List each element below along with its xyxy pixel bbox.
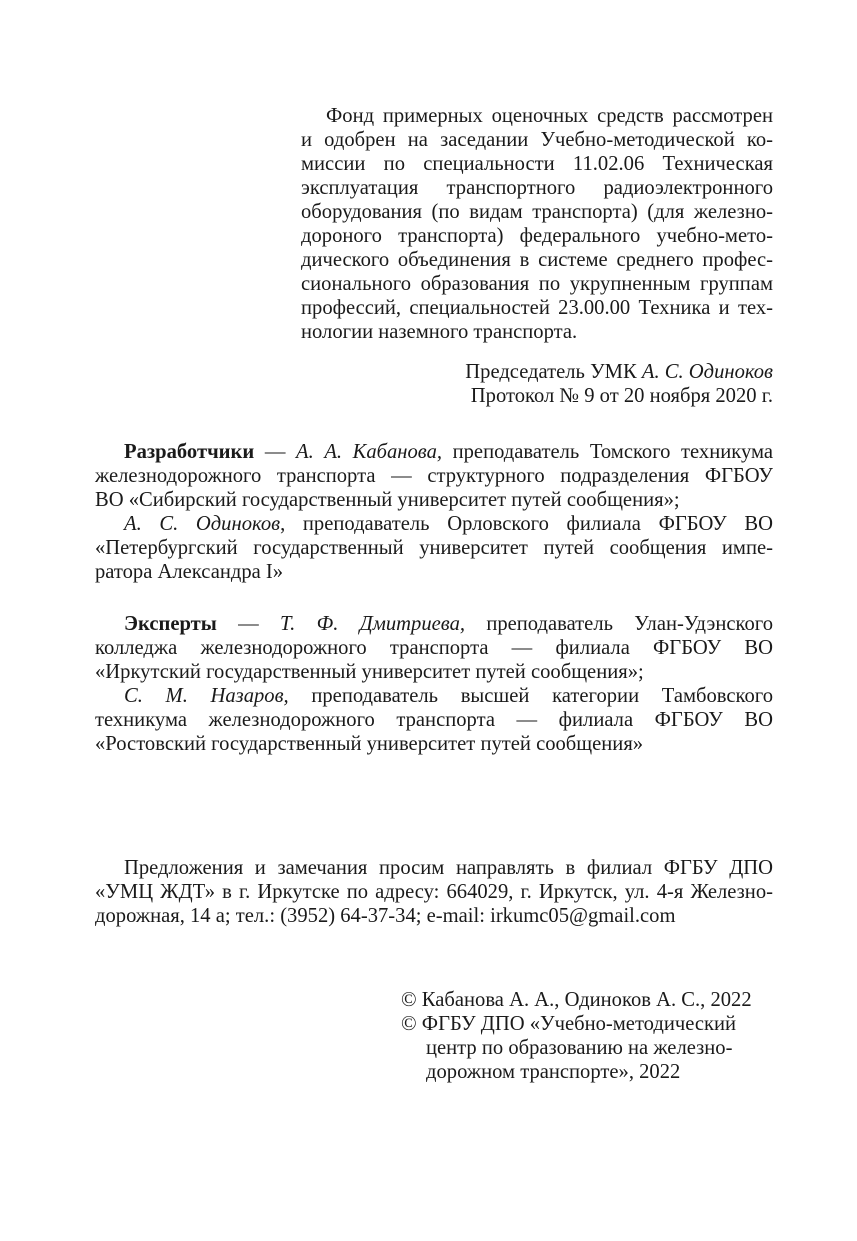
approval-line: дического объединения в системе среднего профес- [301,249,773,271]
approval-line: и одобрен на заседании Учебно-методической ко- [301,129,773,151]
copyright-line: центр по образованию на железно- [426,1037,733,1059]
experts-line: «Иркутский государственный университет путей сообщения»; [95,661,644,683]
approval-line: оборудования (по видам транспорта) (для железно- [301,201,773,223]
contacts-line: дорожная, 14 а; тел.: (3952) 64-37-34; e-mail: irkumc05@gmail.com [95,905,676,927]
protocol-line: Протокол № 9 от 20 ноября 2020 г. [470,385,773,407]
experts-line [124,612,773,636]
expert-info: преподаватель Улан-Удэнского [465,613,774,635]
expert-name: Т. Ф. Дмитриева, [280,613,466,635]
approval-line: дороного транспорта) федерального учебно-мето- [301,225,773,247]
experts-heading: Эксперты [124,613,217,635]
developers-line [124,440,773,464]
experts-line: техникума железнодорожного транспорта — филиала ФГБОУ ВО [95,709,773,731]
approval-line: Фонд примерных оценочных средств рассмотрен [326,105,773,127]
approval-line: профессий, специальностей 23.00.00 Техника и тех- [301,297,773,319]
contacts-line: Предложения и замечания просим направлять в филиал ФГБУ ДПО [124,857,773,879]
copyright-line: дорожном транспорте», 2022 [426,1061,681,1083]
developer-name: А. С. Одиноков [124,513,281,535]
experts-line: колледжа железнодорожного транспорта — филиала ФГБОУ ВО [95,637,773,659]
approval-line: сионального образования по укрупненным группам [301,273,773,295]
chairman-line [300,360,773,384]
approval-line: нологии наземного транспорта. [301,321,578,343]
expert-name: С. М. Назаров, [124,685,289,707]
experts-line [124,684,773,708]
developer-info: преподаватель Томского техникума [442,441,774,463]
expert-info: преподаватель высшей категории Тамбовского [288,685,773,707]
dash: — [254,441,297,463]
developers-line: «Петербургский государственный университет путей сообщения импе- [95,537,773,559]
dash: — [216,613,281,635]
developers-line: ВО «Сибирский государственный университет путей сообщения»; [95,489,680,511]
contacts-line: «УМЦ ЖДТ» в г. Иркутске по адресу: 664029, г. Иркутск, ул. 4-я Железно- [95,881,773,903]
experts-line: «Ростовский государственный университет путей сообщения» [95,733,644,755]
copyright-line: © Кабанова А. А., Одиноков А. С., 2022 [401,989,752,1011]
chairman-label: Председатель УМК [465,361,642,383]
developers-line [124,512,773,536]
approval-line: миссии по специальности 11.02.06 Техническая [301,153,773,175]
chairman-name: А. С. Одиноков [641,361,773,383]
developer-name: А. А. Кабанова, [296,441,443,463]
copyright-line: © ФГБУ ДПО «Учебно-методический [401,1013,737,1035]
approval-line: эксплуатация транспортного радиоэлектронного [301,177,773,199]
developer-info: , преподаватель Орловского филиала ФГБОУ ВО [280,513,773,535]
developers-heading: Разработчики [124,441,255,463]
developers-line: железнодорожного транспорта — структурного подразделения ФГБОУ [95,465,773,487]
developers-line: ратора Александра I» [95,561,284,583]
